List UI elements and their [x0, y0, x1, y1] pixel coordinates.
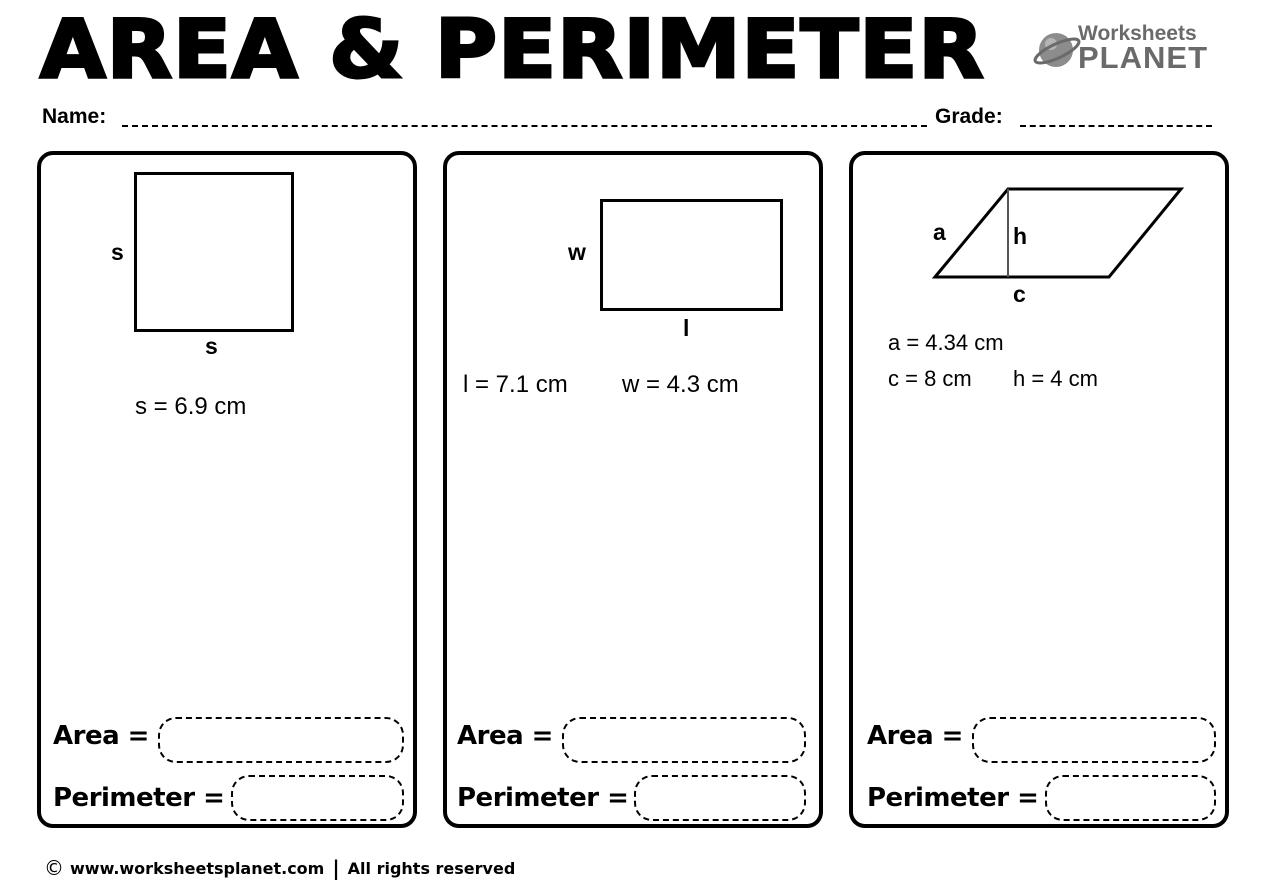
rectangle-width-label: w [568, 239, 586, 265]
perimeter-label: Perimeter = [867, 783, 1039, 813]
perimeter-label: Perimeter = [457, 783, 629, 813]
square-side-label-left: s [111, 239, 124, 265]
footer-separator: | [332, 856, 340, 880]
problem-panel-square [37, 151, 417, 828]
planet-icon [1032, 24, 1082, 74]
area-answer-box[interactable] [972, 717, 1216, 763]
given-height: h = 4 cm [1013, 366, 1098, 391]
area-answer-box[interactable] [158, 717, 404, 763]
grade-field[interactable] [1020, 125, 1212, 127]
square-shape [134, 172, 294, 332]
perimeter-answer-box[interactable] [231, 775, 404, 821]
name-field[interactable] [122, 125, 927, 127]
rectangle-length-label: l [683, 315, 690, 341]
parallelogram-shape [853, 155, 1225, 305]
brand-logo [1032, 20, 1212, 76]
logo-text-bottom: PLANET [1078, 40, 1208, 75]
problem-panel-rectangle [443, 151, 823, 828]
name-label: Name: [42, 105, 107, 128]
parallelogram-height-label: h [1013, 223, 1028, 249]
given-length: l = 7.1 cm [463, 371, 568, 398]
rectangle-shape [600, 199, 783, 311]
footer [44, 856, 515, 880]
parallelogram-side-label: a [933, 219, 946, 245]
student-info-row [42, 103, 1214, 133]
footer-website[interactable]: www.worksheetsplanet.com [70, 858, 325, 878]
copyright-icon: © [44, 856, 64, 880]
perimeter-answer-box[interactable] [634, 775, 806, 821]
problem-panel-parallelogram [849, 151, 1229, 828]
square-side-label-bottom: s [205, 333, 218, 359]
area-answer-box[interactable] [562, 717, 806, 763]
given-side: a = 4.34 cm [888, 330, 1004, 355]
perimeter-answer-box[interactable] [1045, 775, 1216, 821]
parallelogram-base-label: c [1013, 281, 1026, 307]
given-side: s = 6.9 cm [135, 393, 247, 420]
given-width: w = 4.3 cm [622, 371, 739, 398]
given-base: c = 8 cm [888, 366, 972, 391]
page-title: AREA & PERIMETER [40, 3, 985, 96]
perimeter-label: Perimeter = [53, 783, 225, 813]
area-label: Area = [867, 721, 963, 751]
logo-text-top: Worksheets [1078, 22, 1197, 45]
footer-rights: All rights reserved [347, 858, 516, 878]
grade-label: Grade: [935, 105, 1003, 128]
area-label: Area = [53, 721, 149, 751]
area-label: Area = [457, 721, 553, 751]
